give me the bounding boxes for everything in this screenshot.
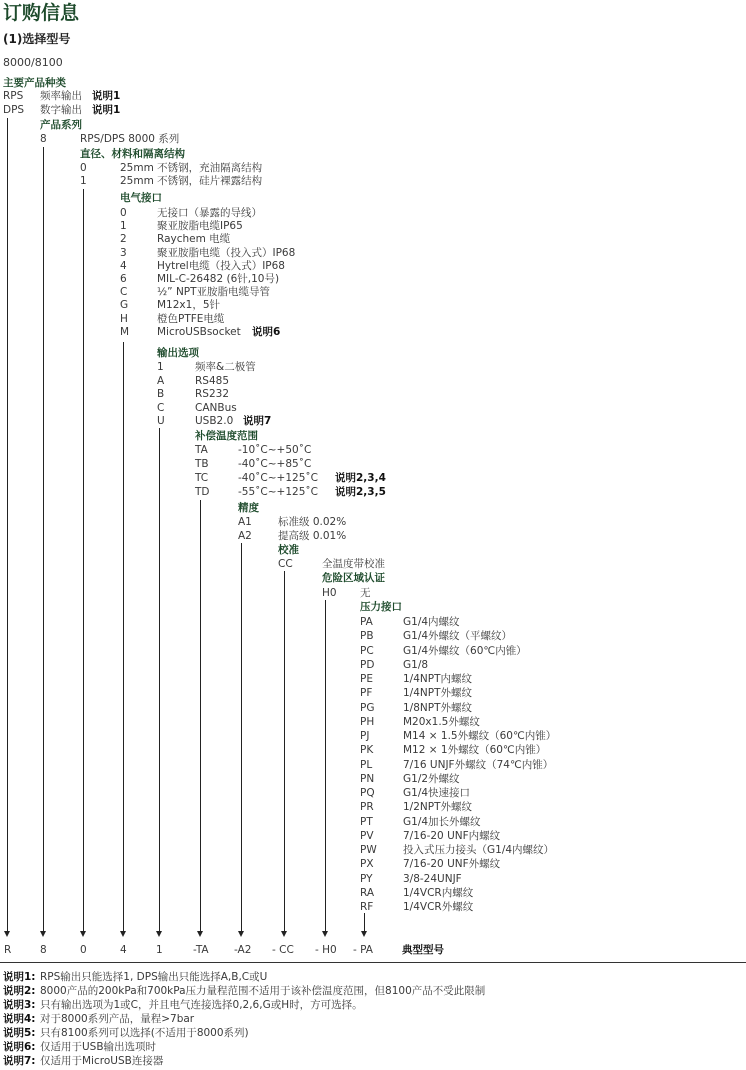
electrical-desc: 无接口（暴露的导线） [157,207,262,219]
electrical-code: 3 [120,246,127,259]
pressure-desc: M20x1.5外螺纹 [403,715,480,728]
pressure-code: PR [360,801,374,814]
electrical-desc: M12x1，5针 [157,299,220,312]
example-code: -A2 [234,944,252,956]
accuracy-desc: 标准级 0.02% [278,516,347,528]
output-note: 说明7 [243,415,272,427]
column-line [364,913,365,932]
pressure-desc: 投入式压力接头（G1/4内螺纹） [403,844,555,856]
pressure-code: PX [360,858,374,871]
calibration-heading: 校准 [278,544,299,556]
pressure-desc: 1/4VCR外螺纹 [403,901,474,913]
arrow-down-icon [80,931,86,937]
electrical-code: C [120,286,128,299]
pressure-code: PC [360,644,374,657]
output-code: A [157,374,165,387]
output-desc: CANBus [195,401,237,414]
electrical-desc: MicroUSBsocket [157,325,241,338]
example-code: 0 [80,944,87,956]
series-heading: 产品系列 [40,119,82,131]
calibration-code: CC [278,558,293,570]
electrical-code: 6 [120,273,127,285]
calibration-desc: 全温度带校准 [322,558,385,570]
arrow-down-icon [322,931,328,937]
pressure-code: PL [360,758,373,771]
note-text: 8000产品的200kPa和700kPa压力量程范围不适用于该补偿温度范围，但8100产品不受此限制 [40,985,486,997]
electrical-code: 1 [120,220,127,233]
diameter-code: 0 [80,162,87,174]
arrow-down-icon [361,931,367,937]
note-label: 说明7: [3,1055,36,1067]
column-line [200,500,201,932]
temperature-desc: -10˚C~+50˚C [238,444,312,456]
output-code: 1 [157,361,164,373]
pressure-code: PY [360,872,373,885]
arrow-down-icon [197,931,203,937]
electrical-desc: MIL-C-26482 (6针,10号) [157,273,280,285]
hazard-code: H0 [322,587,337,599]
diameter-heading: 直径、材料和隔离结构 [80,148,185,160]
accuracy-code: A1 [238,516,252,528]
temperature-code: TC [195,472,209,484]
pressure-code: PF [360,687,373,700]
electrical-heading: 电气接口 [120,192,162,204]
temperature-desc: -40˚C~+85˚C [238,458,312,470]
pressure-desc: G1/8 [403,658,429,671]
electrical-code: M [120,325,130,338]
pressure-heading: 压力接口 [360,601,402,613]
pressure-code: PT [360,815,373,828]
note-label: 说明5: [3,1027,36,1039]
diameter-desc: 25mm 不锈钢，充油隔离结构 [120,162,263,174]
example-code: R [4,944,12,956]
note-label: 说明2: [3,985,36,997]
pressure-code: PJ [360,730,370,742]
diameter-desc: 25mm 不锈钢，硅片裸露结构 [120,175,263,187]
pressure-desc: G1/4外螺纹（60℃内锥） [403,644,527,657]
column-line [241,543,242,932]
pressure-code: RF [360,901,374,913]
electrical-desc: Hytrel电缆（投入式）IP68 [157,259,285,272]
note-label: 说明3: [3,999,36,1011]
pressure-desc: G1/4内螺纹 [403,616,460,628]
output-desc: RS485 [195,374,230,387]
electrical-note: 说明6 [252,325,281,338]
pressure-code: PQ [360,787,375,799]
note-text: 只有输出选项为1或C，并且电气连接选择0,2,6,G或H时，方可选择。 [40,999,363,1011]
electrical-code: 2 [120,233,127,246]
output-code: C [157,401,165,414]
pressure-code: RA [360,886,375,899]
pressure-code: PE [360,673,373,685]
pressure-desc: G1/4快速接口 [403,787,471,799]
electrical-desc: ½” NPT亚胺脂电缆导管 [157,286,271,299]
temperature-code: TA [195,444,208,456]
main-type-note: 说明1 [92,90,121,102]
output-desc: USB2.0 [195,415,234,427]
pressure-desc: 1/4NPT外螺纹 [403,687,472,700]
column-line [43,147,44,932]
note-label: 说明1: [3,971,36,983]
electrical-code: 0 [120,207,127,219]
output-code: B [157,388,165,400]
temperature-heading: 补偿温度范围 [195,430,258,442]
pressure-code: PA [360,616,373,628]
main-type-desc: 频率输出 [40,90,82,102]
output-code: U [157,415,165,427]
example-label: 典型型号 [402,944,444,956]
main-type-note: 说明1 [92,104,121,116]
pressure-desc: M12 × 1外螺纹（60℃内锥） [403,744,547,757]
electrical-code: G [120,299,129,312]
temperature-note: 说明2,3,4 [335,472,386,484]
temperature-code: TD [195,486,210,498]
pressure-code: PB [360,630,374,643]
note-label: 说明4: [3,1013,36,1025]
model-number: 8000/8100 [3,56,63,69]
pressure-desc: G1/4外螺纹（平螺纹） [403,630,513,643]
note-text: 只有8100系列可以选择(不适用于8000系列) [40,1027,249,1039]
accuracy-heading: 精度 [238,502,259,514]
temperature-desc: -55˚C~+125˚C [238,486,318,498]
arrow-down-icon [156,931,162,937]
note-label: 说明6: [3,1041,36,1053]
pressure-desc: 7/16-20 UNF内螺纹 [403,829,501,842]
pressure-desc: 1/4NPT内螺纹 [403,673,472,685]
example-code: - PA [353,944,373,956]
electrical-desc: 聚亚胺脂电缆（投入式）IP68 [157,246,296,259]
pressure-code: PD [360,658,375,671]
example-code: - H0 [315,944,337,956]
note-text: 对于8000系列产品，量程>7bar [40,1013,195,1025]
column-line [325,600,326,932]
main-type-code: RPS [3,90,24,102]
column-line [159,428,160,932]
pressure-code: PV [360,829,374,842]
pressure-code: PG [360,701,375,714]
arrow-down-icon [40,931,46,937]
output-desc: 频率&二极管 [195,361,256,373]
electrical-code: 4 [120,259,127,272]
note-text: 仅适用于USB输出选项时 [40,1041,157,1053]
pressure-code: PW [360,844,377,856]
arrow-down-icon [4,931,10,937]
arrow-down-icon [281,931,287,937]
electrical-desc: 橙色PTFE电缆 [157,312,225,325]
pressure-desc: 7/16-20 UNF外螺纹 [403,858,501,871]
pressure-desc: 1/8NPT外螺纹 [403,701,472,714]
hazard-desc: 无 [360,587,371,599]
electrical-code: H [120,312,128,325]
output-heading: 输出选项 [157,347,199,359]
pressure-desc: 7/16 UNJF外螺纹（74℃内锥） [403,758,554,771]
main-type-heading: 主要产品种类 [3,77,66,89]
column-line [83,189,84,932]
output-desc: RS232 [195,388,230,400]
pressure-desc: G1/4加长外螺纹 [403,815,481,828]
main-type-code: DPS [3,104,25,116]
series-code: 8 [40,133,47,145]
accuracy-code: A2 [238,530,252,542]
example-code: 4 [120,944,127,956]
example-code: 1 [156,944,163,956]
pressure-desc: 3/8-24UNJF [403,872,462,885]
temperature-code: TB [195,458,209,470]
series-desc: RPS/DPS 8000 系列 [80,133,180,145]
example-code: -TA [193,944,209,956]
temperature-note: 说明2,3,5 [335,486,386,498]
divider [0,962,746,963]
column-line [284,571,285,932]
pressure-desc: G1/2外螺纹 [403,772,460,785]
note-text: 仅适用于MicroUSB连接器 [40,1055,164,1067]
electrical-desc: 聚亚胺脂电缆IP65 [157,220,243,233]
page-title: 订购信息 [3,2,80,24]
column-line [123,342,124,932]
section-heading: (1)选择型号 [3,32,71,46]
arrow-down-icon [238,931,244,937]
pressure-code: PN [360,772,375,785]
pressure-code: PH [360,715,375,728]
temperature-desc: -40˚C~+125˚C [238,472,318,484]
main-type-desc: 数字输出 [40,104,82,116]
electrical-desc: Raychem 电缆 [157,233,231,246]
example-code: 8 [40,944,47,956]
pressure-desc: 1/2NPT外螺纹 [403,801,472,814]
diameter-code: 1 [80,175,87,187]
hazard-heading: 危险区域认证 [322,572,385,584]
arrow-down-icon [120,931,126,937]
accuracy-desc: 提高级 0.01% [278,530,347,542]
pressure-code: PK [360,744,374,757]
pressure-desc: M14 × 1.5外螺纹（60℃内锥） [403,730,557,742]
example-code: - CC [272,944,294,956]
note-text: RPS输出只能选择1, DPS输出只能选择A,B,C或U [40,971,268,983]
pressure-desc: 1/4VCR内螺纹 [403,886,474,899]
column-line [7,118,8,932]
